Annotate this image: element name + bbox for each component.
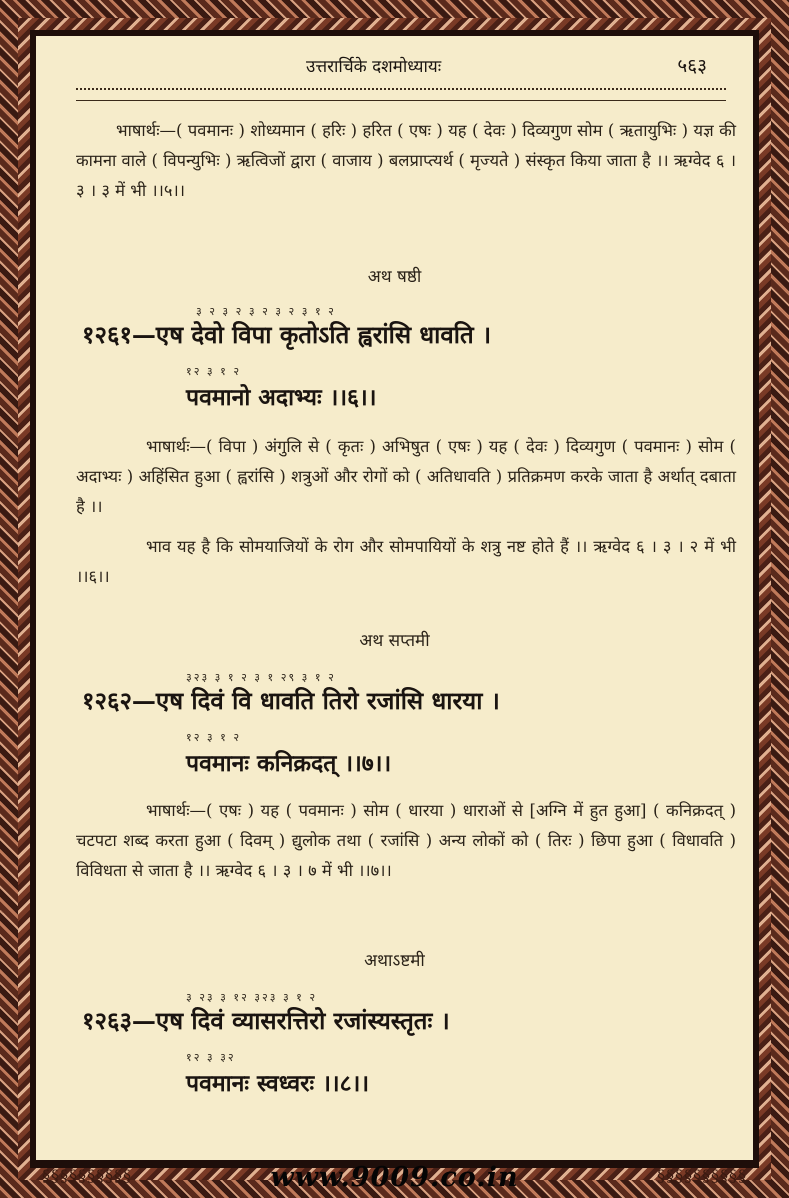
- ornament-left: §§§§§§§§§§: [42, 1166, 132, 1185]
- accent-marks: ३ २३ ३ १२ ३२३ ३ १ २: [186, 991, 318, 1004]
- accent-marks: १२ ३ ३२: [186, 1051, 236, 1064]
- mantra-1263-line2: पवमानः स्वध्वरः ।।८।।: [186, 1070, 370, 1097]
- mantra-1261-line1: १२६१—एष देवो विपा कृतोऽति ह्वरांसि धावति ।: [82, 320, 492, 349]
- mantra-1261-line2: पवमानो अदाभ्यः ।।६।।: [186, 384, 377, 411]
- page-header: [36, 54, 753, 84]
- translation-block-6: [76, 432, 736, 522]
- label: भाषार्थः—(: [146, 437, 213, 456]
- accent-marks: ३ २ ३ २ ३ २ ३ २ ३ १ २: [196, 305, 336, 318]
- accent-marks: १२ ३ १ २: [186, 365, 242, 378]
- label: भाषार्थः—(: [116, 121, 183, 140]
- mantra-1263-line1: १२६३—एष दिवं व्यासरत्तिरो रजांस्यस्तृतः ।: [82, 1006, 450, 1035]
- translation-text: पवमानः ) शोध्यमान ( हरिः ) हरित ( एषः ) यह ( देवः ) दिव्यगुण सोम ( ऋतायुभिः ) यज्ञ की कामना वाले ( विपन्युभिः ) ऋत्विजों द्वारा ( वाजाय ) बलप्राप्त्यर्थ ( मृज्यते ) संस्कृत किया जाता है ।। ऋग्वेद ६ । ३ । ३ में भी ।।५।।: [76, 121, 737, 200]
- translation-text: विपा ) अंगुलि से ( कृतः ) अभिषुत ( एषः ) यह ( देवः ) दिव्यगुण ( पवमानः ) सोम ( अदाभ्यः ) अहिंसित हुआ ( ह्वरांसि ) शत्रुओं और रोगों को ( अतिधावति ) प्रतिक्रमण करके जाता है अर्थात् दबाता है ।।: [76, 437, 736, 516]
- label: भाषार्थः—(: [146, 801, 213, 820]
- translation-block-5: [76, 116, 736, 206]
- ornament-right: §§§§§§§§§§: [657, 1166, 747, 1185]
- section-heading-7: अथ सप्तमी: [359, 631, 430, 651]
- accent-marks: ३२३ ३ १ २ ३ १ २९ ३ १ २: [186, 671, 336, 684]
- header-rule: [76, 88, 726, 101]
- translation-block-7: [76, 796, 736, 886]
- mantra-1262-line1: १२६२—एष दिवं वि धावति तिरो रजांसि धारया ।: [82, 686, 500, 715]
- page-title: उत्तरार्चिके दशमोध्यायः: [306, 57, 442, 77]
- commentary-block-6: भाव यह है कि सोमयाजियों के रोग और सोमपायियों के शत्रु नष्ट होते हैं ।। ऋग्वेद ६ । ३ । २ में भी ।।६।।: [76, 537, 736, 586]
- section-heading-6: अथ षष्ठी: [367, 267, 422, 287]
- footer-watermark-url: www.9009.co.in: [270, 1162, 519, 1193]
- section-heading-8: अथाऽष्टमी: [364, 951, 425, 971]
- translation-text: एषः ) यह ( पवमानः ) सोम ( धारया ) धाराओं से [अग्नि में हुत हुआ] ( कनिक्रदत् ) चटपटा शब्द करता हुआ ( दिवम् ) द्युलोक तथा ( रजांसि ) अन्य लोकों को ( तिरः ) छिपा हुआ ( विधावति ) विविधता से जाता है ।। ऋग्वेद ६ । ३ । ७ में भी ।।७।।: [76, 801, 737, 880]
- accent-marks: १२ ३ १ २: [186, 731, 242, 744]
- mantra-1262-line2: पवमानः कनिक्रदत् ।।७।।: [186, 750, 392, 777]
- page-number: ५६३: [677, 55, 707, 77]
